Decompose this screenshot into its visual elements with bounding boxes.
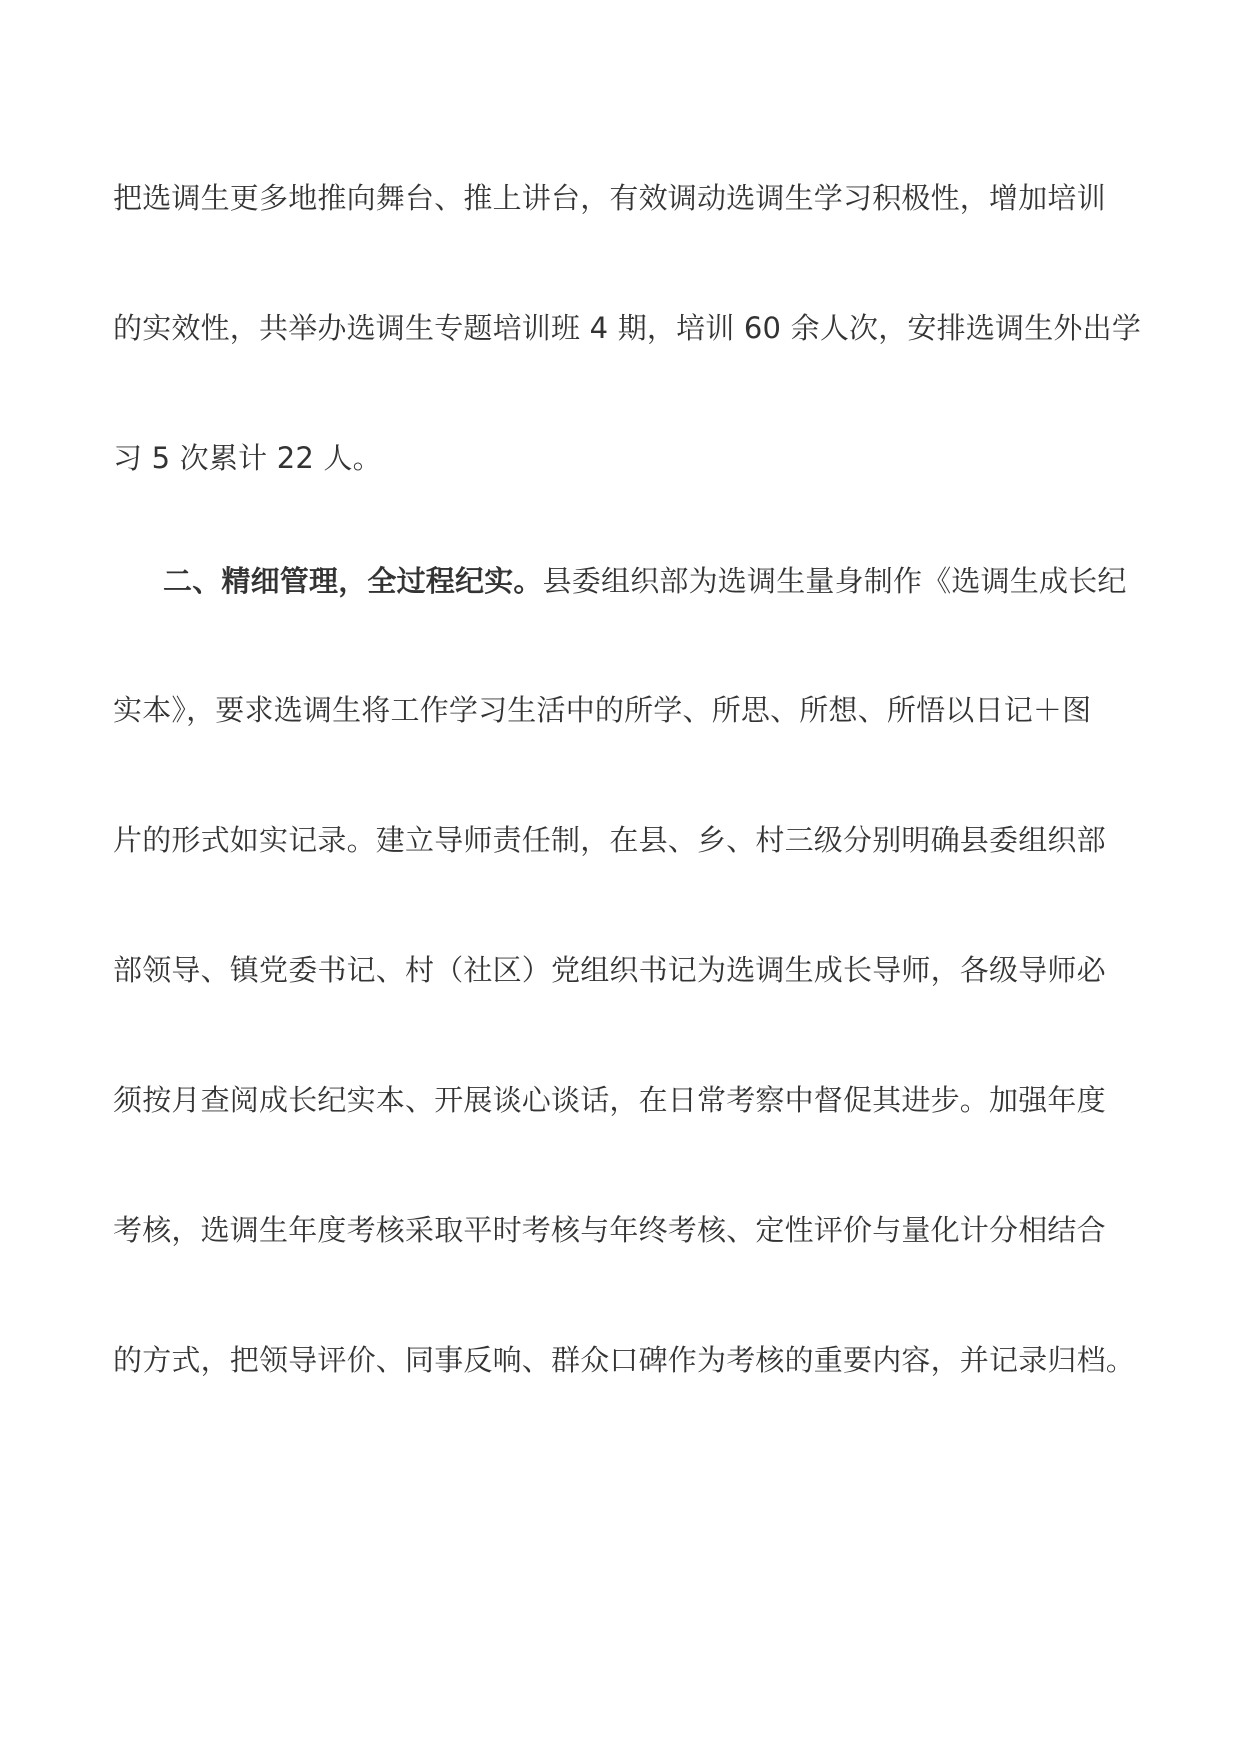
text-line: 的方式，把领导评价、同事反响、群众口碑作为考核的重要内容，并记录归档。 bbox=[113, 1343, 1136, 1377]
section-first-line-text: 县委组织部为选调生量身制作《选调生成长纪 bbox=[542, 564, 1127, 598]
text-line: 把选调生更多地推向舞台、推上讲台，有效调动选调生学习积极性，增加培训 bbox=[113, 181, 1106, 215]
text-line: 片的形式如实记录。建立导师责任制，在县、乡、村三级分别明确县委组织部 bbox=[113, 823, 1106, 857]
text-line: 习 5 次累计 22 人。 bbox=[113, 441, 382, 475]
text-line: 实本》，要求选调生将工作学习生活中的所学、所思、所想、所悟以日记＋图 bbox=[113, 693, 1092, 727]
text-line: 部领导、镇党委书记、村（社区）党组织书记为选调生成长导师，各级导师必 bbox=[113, 953, 1106, 987]
text-line: 考核，选调生年度考核采取平时考核与年终考核、定性评价与量化计分相结合 bbox=[113, 1213, 1106, 1247]
section-heading: 二、精细管理，全过程纪实。 bbox=[163, 564, 543, 598]
text-line: 的实效性，共举办选调生专题培训班 4 期，培训 60 余人次，安排选调生外出学 bbox=[113, 311, 1142, 345]
text-line: 须按月查阅成长纪实本、开展谈心谈话，在日常考察中督促其进步。加强年度 bbox=[113, 1083, 1106, 1117]
section-heading-line bbox=[163, 561, 1133, 601]
